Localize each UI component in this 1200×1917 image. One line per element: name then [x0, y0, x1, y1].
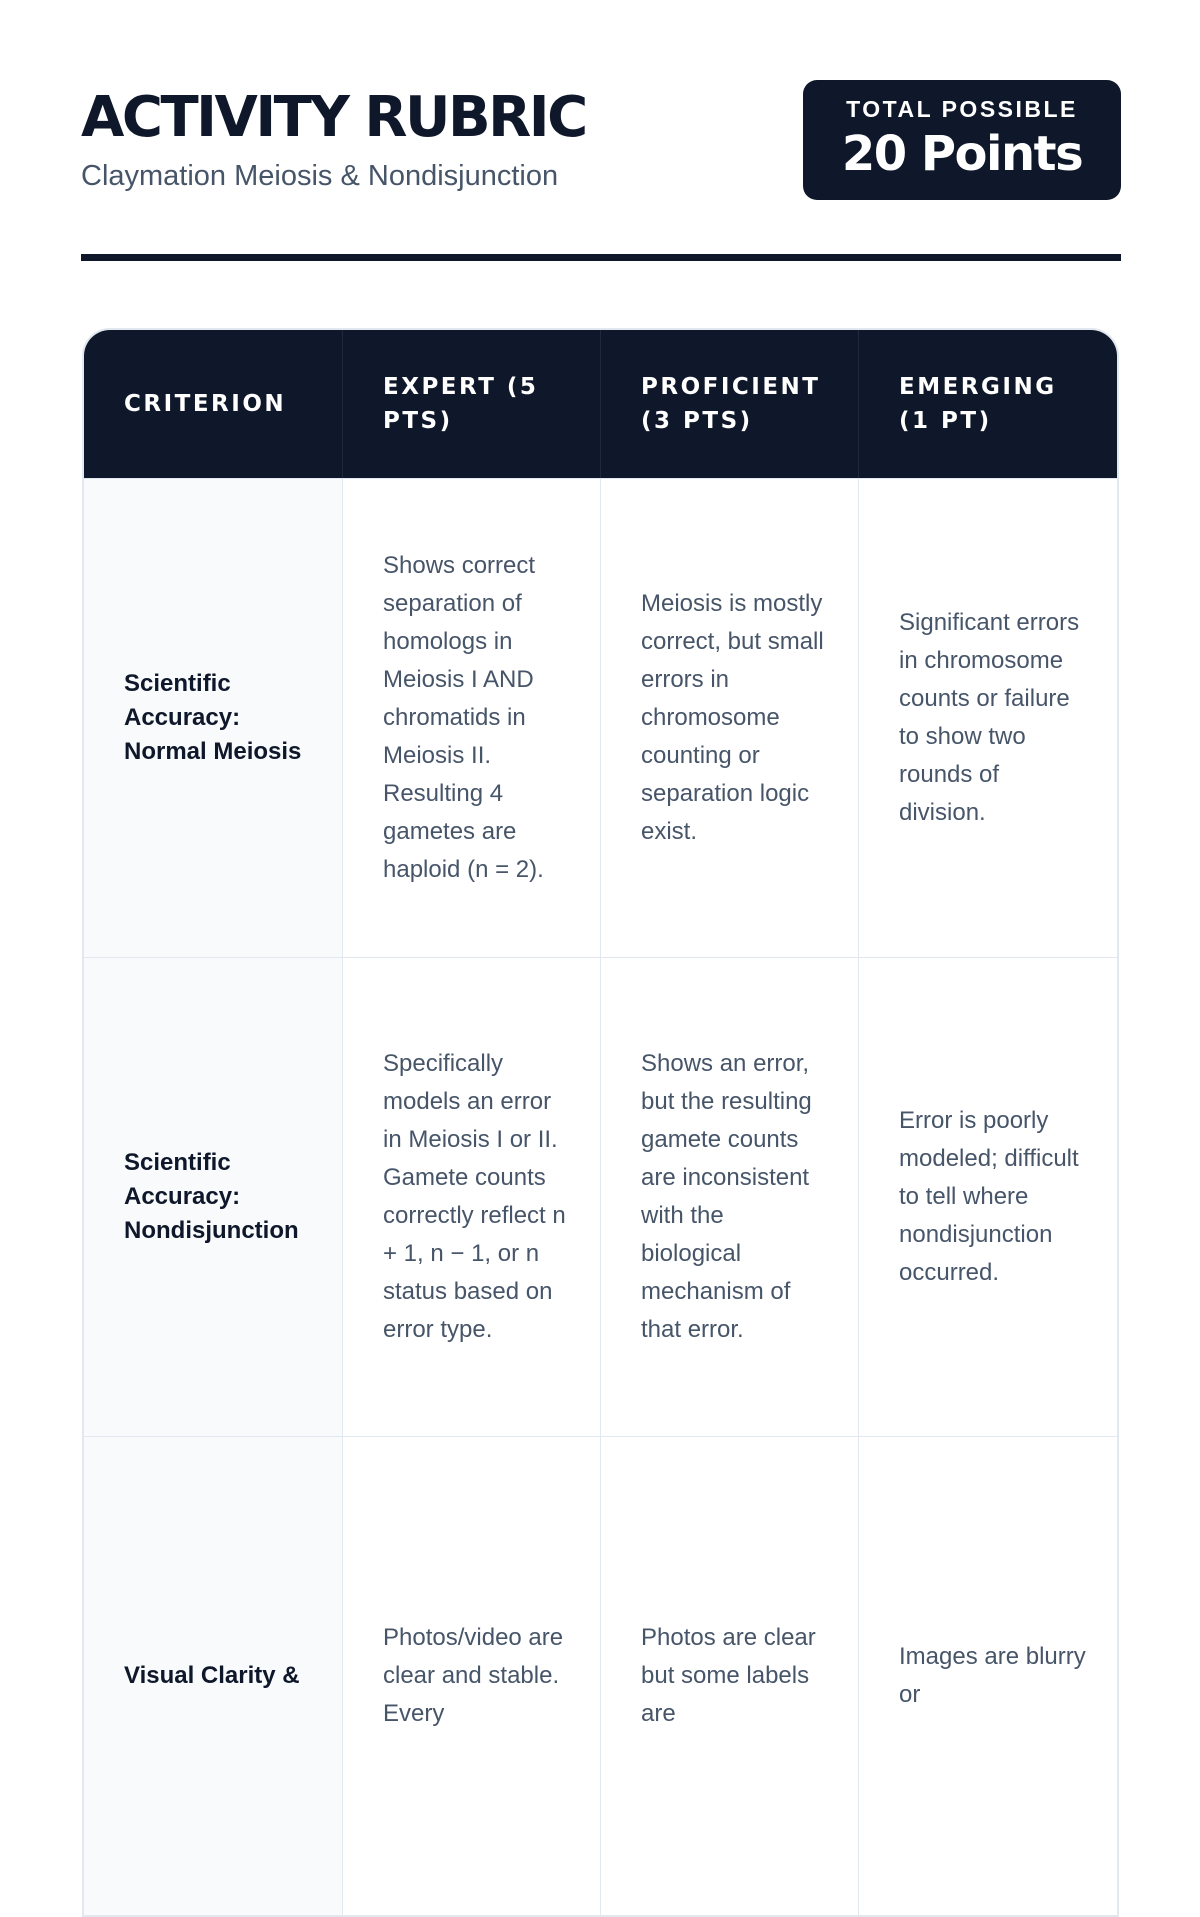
badge-label: TOTAL POSSIBLE [846, 96, 1078, 122]
emerging-cell: Images are blurry or [899, 1643, 1086, 1708]
total-points-badge [803, 80, 1121, 200]
header-emerging: EMERGING (1 PT) [899, 374, 1057, 434]
header-divider [81, 254, 1121, 261]
header-criterion: CRITERION [84, 330, 343, 478]
proficient-cell: Photos are clear but some labels are [601, 1437, 859, 1915]
proficient-cell: Meiosis is mostly correct, but small errors in chromosome counting or separation logic exist. [601, 479, 859, 957]
header-proficient: PROFICIENT (3 PTS) [601, 330, 859, 478]
expert-cell: Photos/video are clear and stable. Every [343, 1437, 601, 1915]
badge-value: 20 Points [841, 126, 1083, 182]
criterion-cell: Scientific Accuracy: Normal Meiosis [84, 479, 343, 957]
header-expert: EXPERT (5 PTS) [343, 330, 601, 478]
page-subtitle: Claymation Meiosis & Nondisjunction [81, 160, 559, 192]
table-row [84, 1436, 1117, 1915]
criterion-cell: Visual Clarity & [84, 1437, 343, 1915]
page-title: ACTIVITY RUBRIC [81, 85, 586, 150]
table-row [84, 478, 1117, 957]
rubric-table [82, 328, 1119, 1917]
table-row [84, 957, 1117, 1436]
table-header-row [84, 330, 1117, 478]
proficient-cell: Shows an error, but the resulting gamete counts are inconsistent with the biological mechanism of that error. [601, 958, 859, 1436]
rubric-header [81, 80, 1121, 200]
expert-cell: Shows correct separation of homologs in Meiosis I AND chromatids in Meiosis II. Resulting 4 gametes are haploid (n = 2). [343, 479, 601, 957]
emerging-cell: Significant errors in chromosome counts or failure to show two rounds of division. [899, 609, 1080, 826]
criterion-cell: Scientific Accuracy: Nondisjunction [84, 958, 343, 1436]
expert-cell: Specifically models an error in Meiosis I or II. Gamete counts correctly reflect n + 1, n − 1, or n status based on error type. [343, 958, 601, 1436]
emerging-cell: Error is poorly modeled; difficult to tell where nondisjunction occurred. [899, 1107, 1079, 1286]
